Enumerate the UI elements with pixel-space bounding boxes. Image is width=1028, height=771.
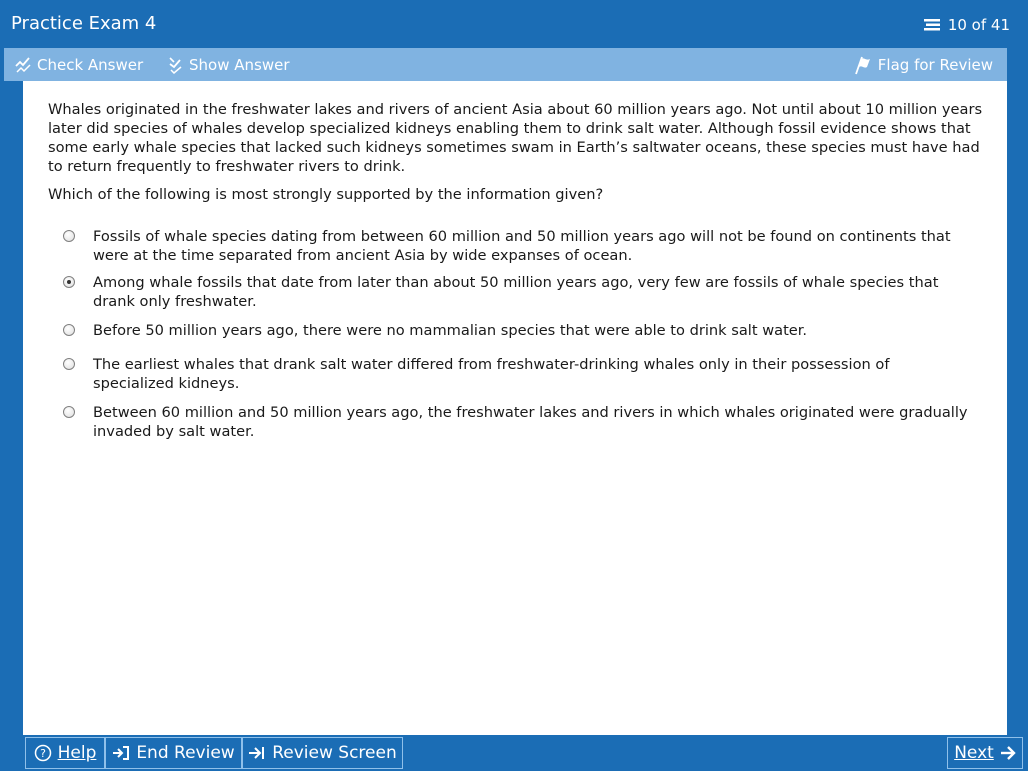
flag-for-review-button[interactable] [853,48,993,81]
flag-icon [853,55,873,75]
help-label: Help [57,743,97,763]
check-answer-button[interactable] [14,48,143,81]
review-screen-button[interactable] [242,737,403,769]
option-radio[interactable] [63,406,75,418]
end-review-label: End Review [136,743,235,763]
review-screen-icon [248,745,266,761]
show-answer-button[interactable] [166,48,290,81]
end-review-button[interactable] [105,737,242,769]
progress-indicator [924,16,1010,34]
option-text: Before 50 million years ago, there were no mammalian species that were able to drink salt water. [93,322,808,339]
next-arrow-icon [1000,745,1016,761]
help-button[interactable] [25,737,105,769]
title-bar [0,0,1028,48]
option-text: The earliest whales that drank salt water differed from freshwater-drinking whales only in their possession of specialized kidneys. [93,356,890,392]
check-answer-label: Check Answer [37,55,144,74]
svg-text:?: ? [39,747,46,760]
option-text: Among whale fossils that date from later than about 50 million years ago, very few are fossils of whale species that drank only freshwater. [93,274,939,310]
next-label: Next [954,743,994,763]
question-stem: Whales originated in the freshwater lakes and rivers of ancient Asia about 60 million years ago. Not until about 10 million years later did species of whales develop specialized kidneys enabling them to drink salt water. Although fossil evidence shows that some early whale species that lacked such kidneys sometimes swam in Earth’s saltwater oceans, these species must have had to return frequently to freshwater rivers to drink. [48,101,983,175]
option-radio[interactable] [63,324,75,336]
progress-text: 10 of 41 [947,16,1010,34]
check-answer-icon [14,56,32,74]
review-screen-label: Review Screen [272,743,397,763]
toolbar [4,48,1007,81]
exam-title: Practice Exam 4 [11,13,157,34]
next-button[interactable] [947,737,1023,769]
question-panel [23,81,1007,735]
end-review-icon [112,745,130,761]
option-text: Between 60 million and 50 million years ago, the freshwater lakes and rivers in which whales originated were gradually invaded by salt water. [93,404,968,440]
option-radio-selected[interactable] [63,276,75,288]
show-answer-icon [166,56,184,74]
question-prompt: Which of the following is most strongly supported by the information given? [48,186,604,203]
option-radio[interactable] [63,230,75,242]
bottom-bar [0,735,1028,771]
option-text: Fossils of whale species dating from between 60 million and 50 million years ago will not be found on continents that were at the time separated from ancient Asia by wide expanses of ocean. [93,228,951,264]
progress-icon [924,18,942,32]
option-radio[interactable] [63,358,75,370]
show-answer-label: Show Answer [189,55,290,74]
help-icon [34,744,52,762]
flag-for-review-label: Flag for Review [877,55,993,74]
